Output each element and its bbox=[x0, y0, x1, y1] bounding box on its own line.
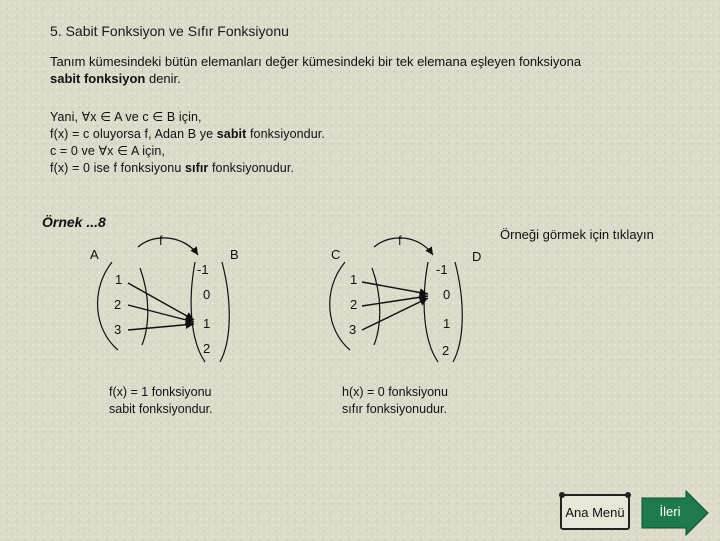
right-domain-item-1: 1 bbox=[350, 272, 358, 287]
left-codomain-item-1: -1 bbox=[197, 262, 209, 277]
right-codomain-item-1: -1 bbox=[436, 262, 448, 277]
page-title: 5. Sabit Fonksiyon ve Sıfır Fonksiyonu bbox=[50, 23, 289, 39]
right-codomain-item-3: 1 bbox=[443, 316, 451, 331]
left-arrow-2 bbox=[128, 305, 194, 322]
home-menu-label: Ana Menü bbox=[565, 504, 625, 520]
left-f-arrow bbox=[138, 238, 198, 255]
right-caption-line-2: sıfır fonksiyonudur. bbox=[342, 402, 447, 416]
next-button[interactable] bbox=[640, 490, 710, 536]
left-caption bbox=[109, 384, 213, 418]
explanation-row-2-suffix: fonksiyondur. bbox=[246, 127, 325, 141]
left-codomain-item-3: 1 bbox=[203, 316, 211, 331]
right-caption bbox=[342, 384, 448, 418]
right-domain-oval-right bbox=[372, 268, 380, 345]
left-domain-item-2: 2 bbox=[114, 297, 122, 312]
right-arrow-3 bbox=[362, 298, 428, 330]
right-domain-item-3: 3 bbox=[349, 322, 357, 337]
left-function-label: f bbox=[159, 233, 163, 248]
definition-term: sabit fonksiyon bbox=[50, 71, 146, 86]
left-arrow-3 bbox=[128, 324, 194, 330]
explanation-row-4-prefix: f(x) = 0 ise f fonksiyonu bbox=[50, 161, 185, 175]
right-codomain-item-4: 2 bbox=[442, 343, 450, 358]
definition-suffix: denir. bbox=[145, 71, 181, 86]
definition-line-1: Tanım kümesindeki bütün elemanları değer kümesindeki bir tek elemana eşleyen fonksiyona bbox=[50, 54, 582, 69]
left-domain-label: A bbox=[90, 247, 99, 262]
left-caption-line-1: f(x) = 1 fonksiyonu bbox=[109, 385, 212, 399]
explanation-row-1: Yani, ∀x ∈ A ve c ∈ B için, bbox=[50, 110, 202, 124]
left-codomain-item-2: 0 bbox=[203, 287, 211, 302]
left-domain-item-1: 1 bbox=[115, 272, 123, 287]
show-example-link[interactable]: Örneği görmek için tıklayın bbox=[500, 227, 654, 242]
explanation-row-2-prefix: f(x) = c oluyorsa f, Adan B ye bbox=[50, 127, 217, 141]
left-arrow-1 bbox=[128, 283, 194, 320]
right-function-label: f bbox=[398, 233, 402, 248]
right-codomain-oval-right bbox=[453, 262, 462, 362]
left-domain-item-3: 3 bbox=[114, 322, 122, 337]
right-arrow-2 bbox=[362, 296, 428, 306]
right-codomain-item-2: 0 bbox=[443, 287, 451, 302]
left-codomain-oval-right bbox=[220, 262, 229, 362]
next-label: İleri bbox=[659, 504, 681, 519]
right-domain-item-2: 2 bbox=[350, 297, 358, 312]
home-menu-button[interactable] bbox=[560, 494, 630, 530]
right-caption-line-1: h(x) = 0 fonksiyonu bbox=[342, 385, 448, 399]
explanation-row-4-bold: sıfır bbox=[184, 161, 209, 175]
right-codomain-label: D bbox=[472, 249, 482, 264]
left-caption-line-2: sabit fonksiyondur. bbox=[109, 402, 213, 416]
right-domain-label: C bbox=[331, 247, 341, 262]
explanation-row-3: c = 0 ve ∀x ∈ A için, bbox=[50, 144, 165, 158]
left-domain-oval-right bbox=[140, 268, 148, 345]
right-domain-oval bbox=[330, 262, 350, 350]
left-codomain-item-4: 2 bbox=[203, 341, 211, 356]
right-codomain-oval bbox=[424, 262, 438, 362]
explanation-row-2-bold: sabit bbox=[216, 127, 247, 141]
explanation-row-4-suffix: fonksiyonudur. bbox=[208, 161, 294, 175]
left-codomain-label: B bbox=[230, 247, 239, 262]
right-f-arrow bbox=[374, 238, 433, 255]
right-arrow-1 bbox=[362, 282, 428, 294]
example-heading: Örnek ...8 bbox=[42, 214, 106, 230]
